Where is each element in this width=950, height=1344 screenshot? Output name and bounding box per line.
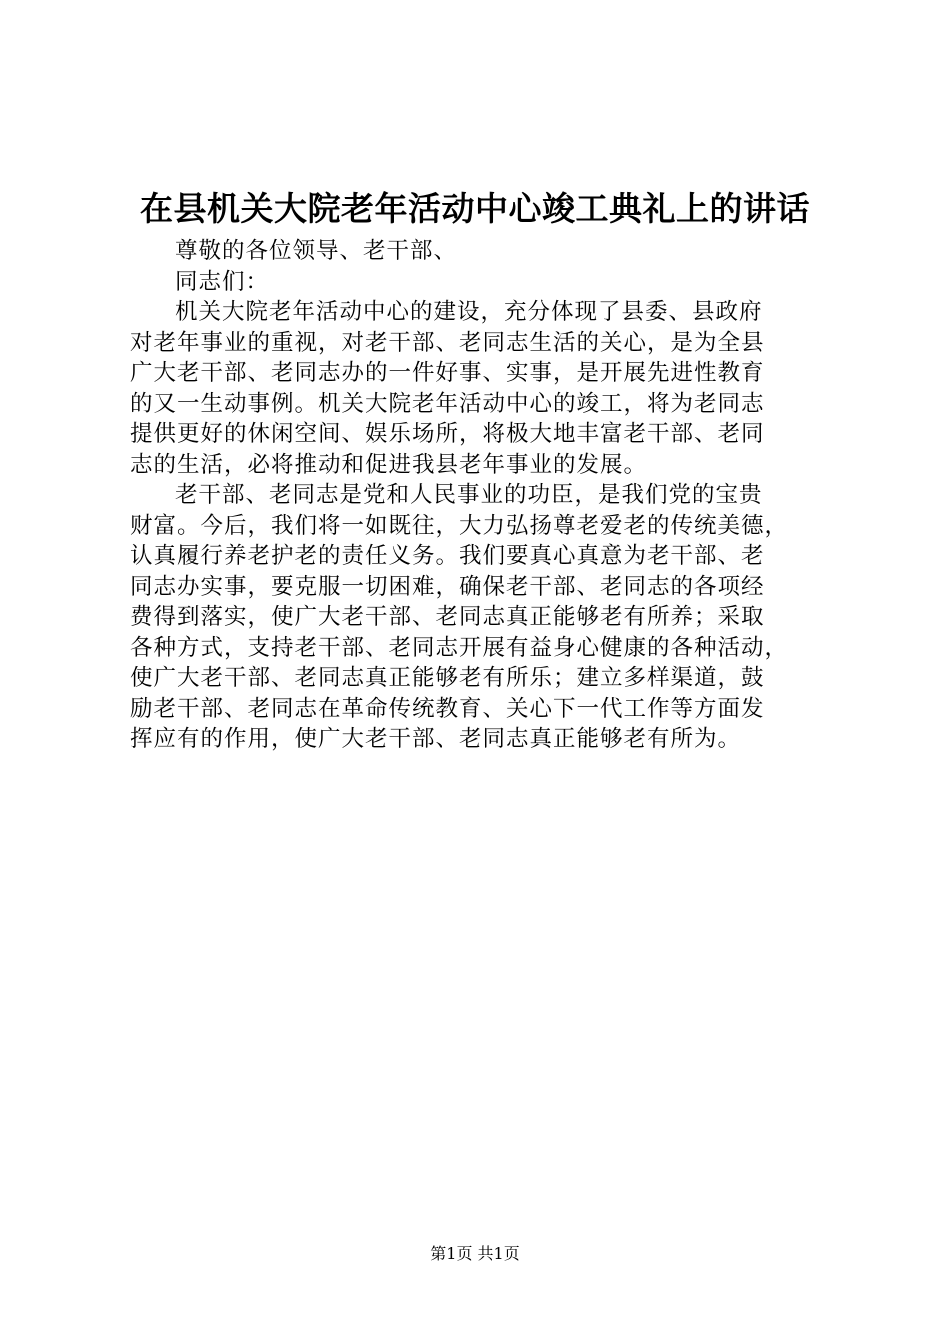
- paragraph-line: 励老干部、老同志在革命传统教育、关心下一代工作等方面发: [130, 695, 765, 722]
- page-footer: 第1页 共1页: [430, 1244, 520, 1263]
- paragraph-line: 各种方式，支持老干部、老同志开展有益身心健康的各种活动，: [130, 634, 789, 661]
- paragraph-line: 费得到落实，使广大老干部、老同志真正能够老有所养；采取: [130, 604, 765, 630]
- paragraph-line: 财富。今后，我们将一如既往，大力弘扬尊老爱老的传统美德，: [130, 512, 789, 539]
- paragraph-line: 同志办实事，要克服一切困难，确保老干部、老同志的各项经: [130, 573, 765, 600]
- paragraph-line: 提供更好的休闲空间、娱乐场所，将极大地丰富老干部、老同: [130, 421, 765, 447]
- salutation-line: 尊敬的各位领导、老干部、: [175, 238, 458, 264]
- paragraph-2: [130, 480, 832, 755]
- paragraph-line: 广大老干部、老同志办的一件好事、实事，是开展先进性教育: [130, 360, 765, 386]
- paragraph-line: 认真履行养老护老的责任义务。我们要真心真意为老干部、老: [130, 543, 765, 569]
- paragraph-1: [130, 297, 832, 480]
- paragraph-line: 使广大老干部、老同志真正能够老有所乐；建立多样渠道，鼓: [130, 665, 765, 691]
- document-title: 在县机关大院老年活动中心竣工典礼上的讲话: [140, 189, 810, 228]
- salutation-line: 同志们：: [175, 268, 270, 295]
- document-body: [130, 236, 832, 755]
- paragraph-line: 老干部、老同志是党和人民事业的功臣，是我们党的宝贵: [175, 482, 763, 508]
- paragraph-line: 志的生活，必将推动和促进我县老年事业的发展。: [130, 451, 648, 478]
- paragraph-line: 机关大院老年活动中心的建设，充分体现了县委、县政府: [175, 299, 763, 325]
- paragraph-line: 对老年事业的重视，对老干部、老同志生活的关心，是为全县: [130, 329, 765, 356]
- paragraph-line: 的又一生动事例。机关大院老年活动中心的竣工，将为老同志: [130, 390, 765, 417]
- paragraph-line: 挥应有的作用，使广大老干部、老同志真正能够老有所为。: [130, 726, 742, 752]
